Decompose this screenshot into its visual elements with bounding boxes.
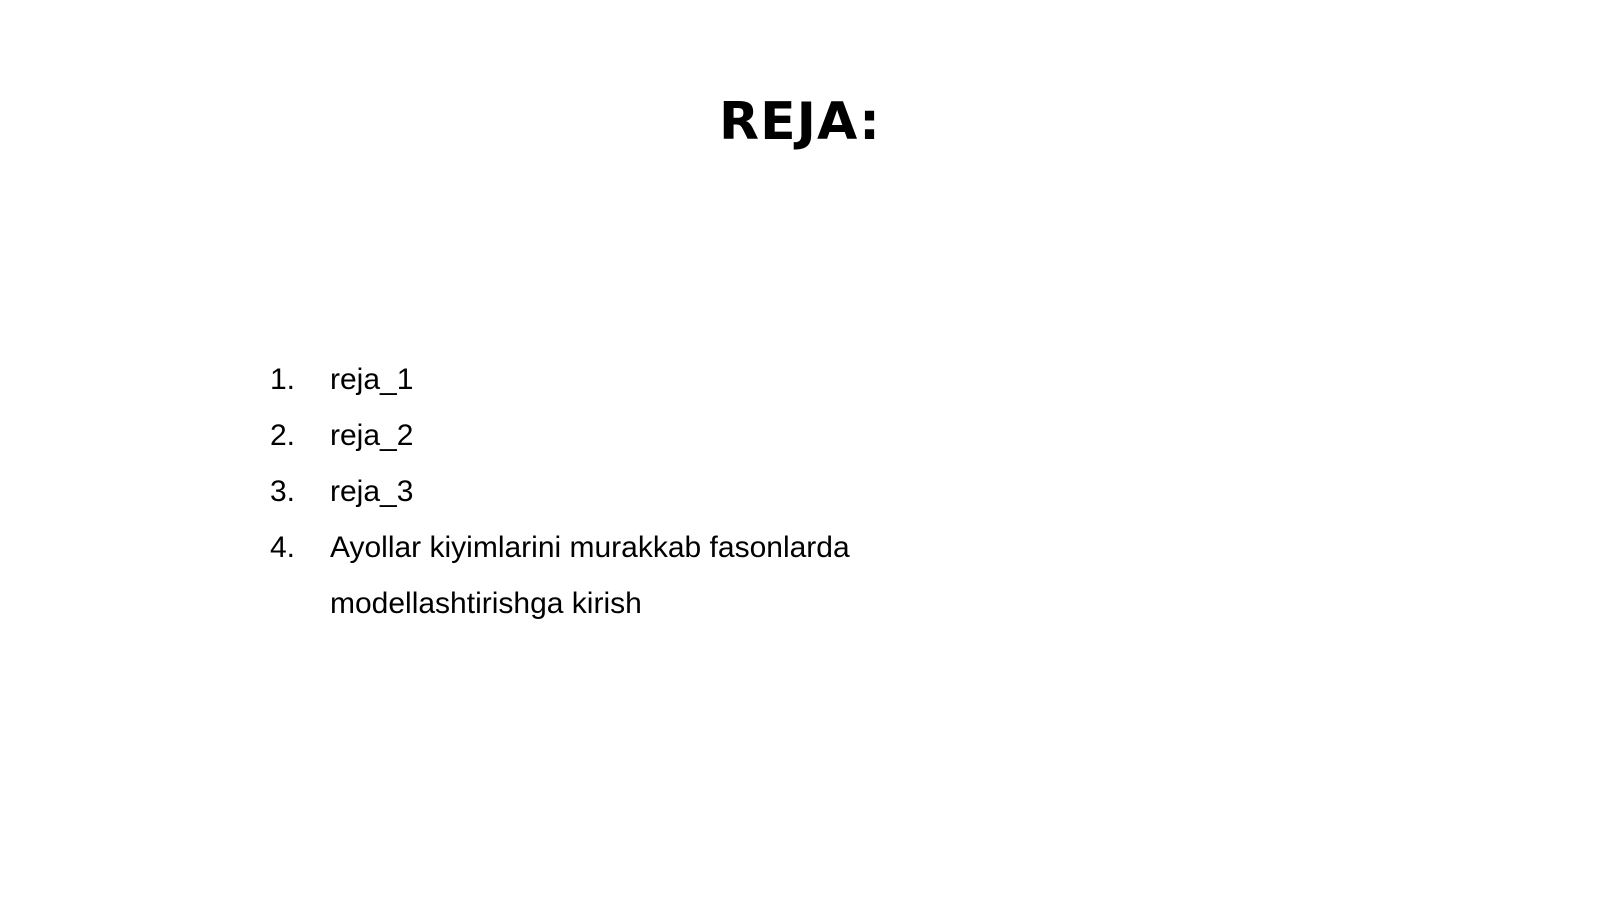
plan-item-text: Ayollar kiyimlarini murakkab fasonlarda modellashtirishga kirish — [330, 531, 850, 620]
slide-title: REJA: — [719, 92, 881, 152]
plan-item-text: reja_3 — [330, 475, 414, 508]
plan-item-number: 3. — [270, 475, 296, 508]
plan-item-number: 2. — [270, 419, 296, 452]
plan-item-number: 1. — [270, 363, 296, 396]
plan-list — [0, 352, 1600, 632]
plan-item-text: reja_2 — [330, 419, 414, 452]
plan-item-3 — [0, 464, 900, 520]
plan-item-4 — [0, 520, 900, 632]
plan-item-text: reja_1 — [330, 363, 414, 396]
plan-item-1 — [0, 352, 900, 408]
plan-item-2 — [0, 408, 900, 464]
plan-item-number: 4. — [270, 531, 296, 564]
